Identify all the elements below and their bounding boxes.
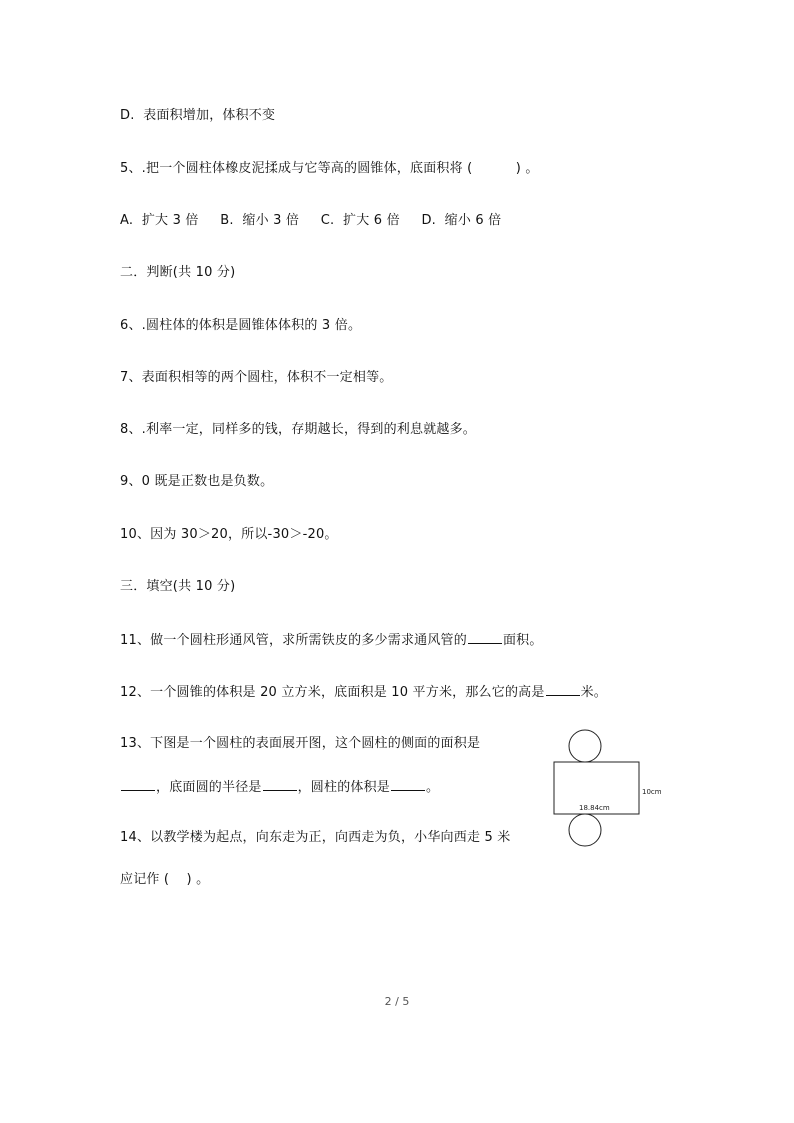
question-12 (120, 682, 607, 702)
section-2-heading: 二．判断(共 10 分) (120, 265, 236, 280)
answer-blank[interactable] (263, 777, 297, 791)
question-12-text: 12、一个圆锥的体积是 20 立方米，底面积是 10 平方米，那么它的高是 (120, 685, 545, 700)
option-d-q4: D. 表面积增加，体积不变 (120, 108, 276, 123)
bottom-base-circle (569, 814, 601, 846)
answer-blank[interactable] (468, 630, 502, 644)
question-10: 10、因为 30＞20，所以-30＞-20。 (120, 527, 338, 542)
cylinder-net-figure (548, 728, 678, 850)
question-7: 7、表面积相等的两个圆柱，体积不一定相等。 (120, 370, 393, 385)
question-12-tail: 米。 (580, 685, 607, 700)
question-5-options: A. 扩大 3 倍 B. 缩小 3 倍 C. 扩大 6 倍 D. 缩小 6 倍 (120, 213, 502, 228)
top-base-circle (569, 730, 601, 762)
question-9: 9、0 既是正数也是负数。 (120, 474, 274, 489)
question-13-part-c: 。 (426, 780, 440, 795)
answer-blank[interactable] (546, 682, 580, 696)
question-13-part-a: ，底面圆的半径是 (156, 780, 262, 795)
question-14: 14、以教学楼为起点，向东走为正，向西走为负，小华向西走 5 米 (120, 830, 511, 845)
answer-blank[interactable] (121, 777, 155, 791)
answer-blank[interactable] (391, 777, 425, 791)
question-8: 8、.利率一定，同样多的钱，存期越长，得到的利息就越多。 (120, 422, 477, 437)
question-11 (120, 630, 543, 650)
width-label: 18.84cm (579, 804, 610, 812)
page-number: 2 / 5 (384, 995, 410, 1008)
question-13-blanks (120, 777, 439, 797)
question-5: 5、.把一个圆柱体橡皮泥揉成与它等高的圆锥体，底面积将 ( ) 。 (120, 161, 539, 176)
question-11-text: 11、做一个圆柱形通风管，求所需铁皮的多少需求通风管的 (120, 633, 467, 648)
question-14-answer: 应记作 ( ) 。 (120, 872, 210, 887)
question-6: 6、.圆柱体的体积是圆锥体体积的 3 倍。 (120, 318, 362, 333)
height-label: 10cm (642, 788, 662, 796)
question-11-tail: 面积。 (502, 633, 543, 648)
section-3-heading: 三．填空(共 10 分) (120, 579, 236, 594)
question-13: 13、下图是一个圆柱的表面展开图，这个圆柱的侧面的面积是 (120, 736, 481, 751)
question-13-part-b: ，圆柱的体积是 (297, 780, 391, 795)
